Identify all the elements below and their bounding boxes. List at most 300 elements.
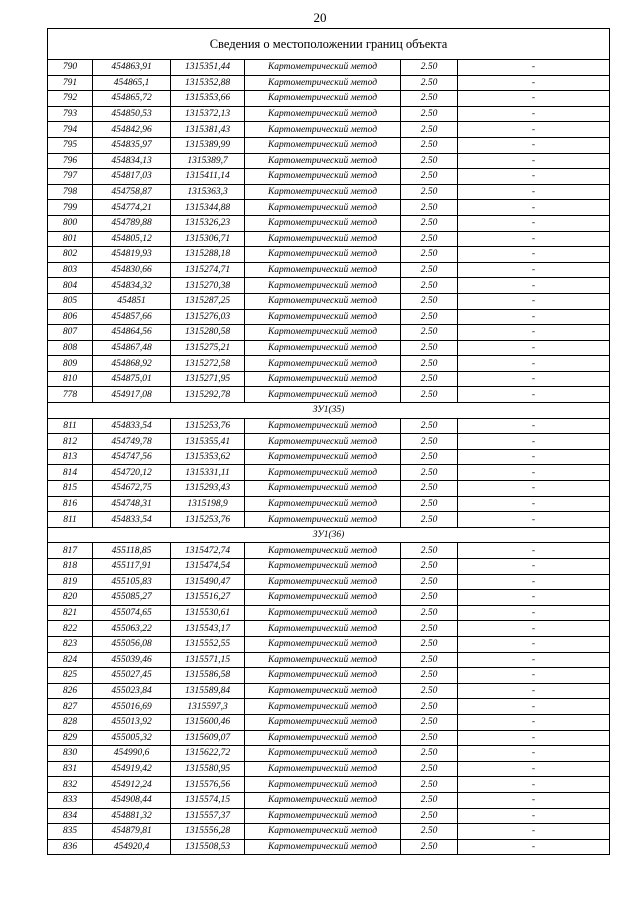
method-cell: Картометрический метод xyxy=(245,714,401,730)
x-coordinate-cell: 455016,69 xyxy=(93,699,171,715)
y-coordinate-cell: 1315508,53 xyxy=(171,839,245,855)
precision-cell: 2.50 xyxy=(401,309,458,325)
y-coordinate-cell: 1315530,61 xyxy=(171,605,245,621)
precision-cell: 2.50 xyxy=(401,75,458,91)
x-coordinate-cell: 454774,21 xyxy=(93,200,171,216)
x-coordinate-cell: 455117,91 xyxy=(93,559,171,575)
y-coordinate-cell: 1315571,15 xyxy=(171,652,245,668)
table-row xyxy=(48,137,610,153)
point-number-cell: 800 xyxy=(48,215,93,231)
method-cell: Картометрический метод xyxy=(245,91,401,107)
table-row xyxy=(48,683,610,699)
point-number-cell: 796 xyxy=(48,153,93,169)
point-number-cell: 822 xyxy=(48,621,93,637)
section-row xyxy=(48,527,610,543)
y-coordinate-cell: 1315490,47 xyxy=(171,574,245,590)
y-coordinate-cell: 1315574,15 xyxy=(171,792,245,808)
table-row xyxy=(48,621,610,637)
y-coordinate-cell: 1315600,46 xyxy=(171,714,245,730)
y-coordinate-cell: 1315351,44 xyxy=(171,60,245,76)
description-cell: - xyxy=(458,605,610,621)
page-number: 20 xyxy=(313,10,327,25)
method-cell: Картометрический метод xyxy=(245,278,401,294)
table-row xyxy=(48,200,610,216)
point-number-cell: 835 xyxy=(48,824,93,840)
point-number-cell: 811 xyxy=(48,418,93,434)
y-coordinate-cell: 1315552,55 xyxy=(171,636,245,652)
y-coordinate-cell: 1315271,95 xyxy=(171,371,245,387)
table-row xyxy=(48,839,610,855)
y-coordinate-cell: 1315274,71 xyxy=(171,262,245,278)
x-coordinate-cell: 454990,6 xyxy=(93,746,171,762)
boundary-table xyxy=(47,28,610,855)
y-coordinate-cell: 1315198,9 xyxy=(171,496,245,512)
precision-cell: 2.50 xyxy=(401,293,458,309)
description-cell: - xyxy=(458,262,610,278)
method-cell: Картометрический метод xyxy=(245,512,401,528)
description-cell: - xyxy=(458,621,610,637)
point-number-cell: 829 xyxy=(48,730,93,746)
x-coordinate-cell: 454805,12 xyxy=(93,231,171,247)
precision-cell: 2.50 xyxy=(401,465,458,481)
description-cell: - xyxy=(458,481,610,497)
description-cell: - xyxy=(458,200,610,216)
method-cell: Картометрический метод xyxy=(245,730,401,746)
table-row xyxy=(48,730,610,746)
precision-cell: 2.50 xyxy=(401,278,458,294)
x-coordinate-cell: 454842,96 xyxy=(93,122,171,138)
method-cell: Картометрический метод xyxy=(245,356,401,372)
point-number-cell: 833 xyxy=(48,792,93,808)
method-cell: Картометрический метод xyxy=(245,668,401,684)
method-cell: Картометрический метод xyxy=(245,761,401,777)
method-cell: Картометрический метод xyxy=(245,590,401,606)
point-number-cell: 823 xyxy=(48,636,93,652)
precision-cell: 2.50 xyxy=(401,106,458,122)
method-cell: Картометрический метод xyxy=(245,169,401,185)
table-row xyxy=(48,714,610,730)
table-row xyxy=(48,792,610,808)
method-cell: Картометрический метод xyxy=(245,683,401,699)
point-number-cell: 832 xyxy=(48,777,93,793)
y-coordinate-cell: 1315352,88 xyxy=(171,75,245,91)
description-cell: - xyxy=(458,169,610,185)
method-cell: Картометрический метод xyxy=(245,75,401,91)
table-row xyxy=(48,746,610,762)
x-coordinate-cell: 454830,66 xyxy=(93,262,171,278)
method-cell: Картометрический метод xyxy=(245,543,401,559)
y-coordinate-cell: 1315556,28 xyxy=(171,824,245,840)
table-row xyxy=(48,325,610,341)
x-coordinate-cell: 455056,08 xyxy=(93,636,171,652)
x-coordinate-cell: 454857,66 xyxy=(93,309,171,325)
description-cell: - xyxy=(458,808,610,824)
y-coordinate-cell: 1315381,43 xyxy=(171,122,245,138)
y-coordinate-cell: 1315609,07 xyxy=(171,730,245,746)
y-coordinate-cell: 1315331,11 xyxy=(171,465,245,481)
precision-cell: 2.50 xyxy=(401,605,458,621)
table-row xyxy=(48,293,610,309)
x-coordinate-cell: 454851 xyxy=(93,293,171,309)
method-cell: Картометрический метод xyxy=(245,636,401,652)
precision-cell: 2.50 xyxy=(401,231,458,247)
table-row xyxy=(48,808,610,824)
point-number-cell: 809 xyxy=(48,356,93,372)
y-coordinate-cell: 1315543,17 xyxy=(171,621,245,637)
table-row xyxy=(48,699,610,715)
precision-cell: 2.50 xyxy=(401,699,458,715)
x-coordinate-cell: 454834,13 xyxy=(93,153,171,169)
precision-cell: 2.50 xyxy=(401,262,458,278)
method-cell: Картометрический метод xyxy=(245,60,401,76)
x-coordinate-cell: 454865,1 xyxy=(93,75,171,91)
point-number-cell: 797 xyxy=(48,169,93,185)
point-number-cell: 801 xyxy=(48,231,93,247)
x-coordinate-cell: 454912,24 xyxy=(93,777,171,793)
x-coordinate-cell: 454835,97 xyxy=(93,137,171,153)
method-cell: Картометрический метод xyxy=(245,449,401,465)
precision-cell: 2.50 xyxy=(401,184,458,200)
table-row xyxy=(48,60,610,76)
precision-cell: 2.50 xyxy=(401,512,458,528)
description-cell: - xyxy=(458,91,610,107)
point-number-cell: 806 xyxy=(48,309,93,325)
precision-cell: 2.50 xyxy=(401,683,458,699)
description-cell: - xyxy=(458,371,610,387)
point-number-cell: 817 xyxy=(48,543,93,559)
table-row xyxy=(48,761,610,777)
section-title: ЗУ1(36) xyxy=(48,527,610,543)
precision-cell: 2.50 xyxy=(401,91,458,107)
x-coordinate-cell: 454863,91 xyxy=(93,60,171,76)
description-cell: - xyxy=(458,247,610,263)
method-cell: Картометрический метод xyxy=(245,215,401,231)
point-number-cell: 812 xyxy=(48,434,93,450)
description-cell: - xyxy=(458,293,610,309)
method-cell: Картометрический метод xyxy=(245,808,401,824)
x-coordinate-cell: 454864,56 xyxy=(93,325,171,341)
precision-cell: 2.50 xyxy=(401,387,458,403)
method-cell: Картометрический метод xyxy=(245,559,401,575)
precision-cell: 2.50 xyxy=(401,340,458,356)
point-number-cell: 836 xyxy=(48,839,93,855)
y-coordinate-cell: 1315275,21 xyxy=(171,340,245,356)
precision-cell: 2.50 xyxy=(401,325,458,341)
description-cell: - xyxy=(458,137,610,153)
method-cell: Картометрический метод xyxy=(245,496,401,512)
point-number-cell: 778 xyxy=(48,387,93,403)
x-coordinate-cell: 454748,31 xyxy=(93,496,171,512)
description-cell: - xyxy=(458,309,610,325)
description-cell: - xyxy=(458,325,610,341)
method-cell: Картометрический метод xyxy=(245,106,401,122)
y-coordinate-cell: 1315287,25 xyxy=(171,293,245,309)
precision-cell: 2.50 xyxy=(401,746,458,762)
point-number-cell: 819 xyxy=(48,574,93,590)
x-coordinate-cell: 454720,12 xyxy=(93,465,171,481)
y-coordinate-cell: 1315353,66 xyxy=(171,91,245,107)
description-cell: - xyxy=(458,839,610,855)
table-row xyxy=(48,75,610,91)
y-coordinate-cell: 1315253,76 xyxy=(171,418,245,434)
table-row xyxy=(48,153,610,169)
precision-cell: 2.50 xyxy=(401,449,458,465)
method-cell: Картометрический метод xyxy=(245,824,401,840)
table-row xyxy=(48,668,610,684)
table-row xyxy=(48,496,610,512)
point-number-cell: 811 xyxy=(48,512,93,528)
description-cell: - xyxy=(458,777,610,793)
x-coordinate-cell: 455118,85 xyxy=(93,543,171,559)
table-row xyxy=(48,91,610,107)
point-number-cell: 794 xyxy=(48,122,93,138)
table-title-row xyxy=(48,29,610,60)
point-number-cell: 825 xyxy=(48,668,93,684)
table-row xyxy=(48,122,610,138)
point-number-cell: 790 xyxy=(48,60,93,76)
table-body xyxy=(48,29,610,855)
table-row xyxy=(48,449,610,465)
precision-cell: 2.50 xyxy=(401,808,458,824)
point-number-cell: 808 xyxy=(48,340,93,356)
description-cell: - xyxy=(458,356,610,372)
precision-cell: 2.50 xyxy=(401,714,458,730)
precision-cell: 2.50 xyxy=(401,215,458,231)
description-cell: - xyxy=(458,496,610,512)
description-cell: - xyxy=(458,746,610,762)
table-row xyxy=(48,278,610,294)
precision-cell: 2.50 xyxy=(401,590,458,606)
precision-cell: 2.50 xyxy=(401,356,458,372)
x-coordinate-cell: 454867,48 xyxy=(93,340,171,356)
description-cell: - xyxy=(458,590,610,606)
precision-cell: 2.50 xyxy=(401,792,458,808)
description-cell: - xyxy=(458,75,610,91)
x-coordinate-cell: 455105,83 xyxy=(93,574,171,590)
x-coordinate-cell: 454850,53 xyxy=(93,106,171,122)
x-coordinate-cell: 455013,92 xyxy=(93,714,171,730)
precision-cell: 2.50 xyxy=(401,824,458,840)
point-number-cell: 810 xyxy=(48,371,93,387)
method-cell: Картометрический метод xyxy=(245,652,401,668)
table-row xyxy=(48,184,610,200)
method-cell: Картометрический метод xyxy=(245,387,401,403)
description-cell: - xyxy=(458,792,610,808)
method-cell: Картометрический метод xyxy=(245,293,401,309)
point-number-cell: 795 xyxy=(48,137,93,153)
table-row xyxy=(48,356,610,372)
y-coordinate-cell: 1315326,23 xyxy=(171,215,245,231)
point-number-cell: 807 xyxy=(48,325,93,341)
x-coordinate-cell: 455005,32 xyxy=(93,730,171,746)
point-number-cell: 815 xyxy=(48,481,93,497)
point-number-cell: 799 xyxy=(48,200,93,216)
method-cell: Картометрический метод xyxy=(245,465,401,481)
method-cell: Картометрический метод xyxy=(245,309,401,325)
point-number-cell: 793 xyxy=(48,106,93,122)
precision-cell: 2.50 xyxy=(401,122,458,138)
y-coordinate-cell: 1315580,95 xyxy=(171,761,245,777)
y-coordinate-cell: 1315270,38 xyxy=(171,278,245,294)
table-row xyxy=(48,262,610,278)
point-number-cell: 828 xyxy=(48,714,93,730)
description-cell: - xyxy=(458,559,610,575)
method-cell: Картометрический метод xyxy=(245,481,401,497)
point-number-cell: 824 xyxy=(48,652,93,668)
point-number-cell: 792 xyxy=(48,91,93,107)
table-row xyxy=(48,387,610,403)
x-coordinate-cell: 455039,46 xyxy=(93,652,171,668)
point-number-cell: 802 xyxy=(48,247,93,263)
point-number-cell: 830 xyxy=(48,746,93,762)
description-cell: - xyxy=(458,714,610,730)
y-coordinate-cell: 1315622,72 xyxy=(171,746,245,762)
x-coordinate-cell: 455023,84 xyxy=(93,683,171,699)
description-cell: - xyxy=(458,418,610,434)
table-row xyxy=(48,434,610,450)
x-coordinate-cell: 454749,78 xyxy=(93,434,171,450)
method-cell: Картометрический метод xyxy=(245,340,401,356)
x-coordinate-cell: 454833,54 xyxy=(93,512,171,528)
point-number-cell: 804 xyxy=(48,278,93,294)
table-row xyxy=(48,824,610,840)
table-row xyxy=(48,574,610,590)
y-coordinate-cell: 1315292,78 xyxy=(171,387,245,403)
x-coordinate-cell: 454868,92 xyxy=(93,356,171,372)
description-cell: - xyxy=(458,278,610,294)
x-coordinate-cell: 455027,45 xyxy=(93,668,171,684)
description-cell: - xyxy=(458,636,610,652)
y-coordinate-cell: 1315372,13 xyxy=(171,106,245,122)
y-coordinate-cell: 1315355,41 xyxy=(171,434,245,450)
y-coordinate-cell: 1315589,84 xyxy=(171,683,245,699)
y-coordinate-cell: 1315597,3 xyxy=(171,699,245,715)
method-cell: Картометрический метод xyxy=(245,137,401,153)
description-cell: - xyxy=(458,106,610,122)
description-cell: - xyxy=(458,730,610,746)
x-coordinate-cell: 454758,87 xyxy=(93,184,171,200)
description-cell: - xyxy=(458,683,610,699)
method-cell: Картометрический метод xyxy=(245,434,401,450)
precision-cell: 2.50 xyxy=(401,652,458,668)
table-row xyxy=(48,636,610,652)
y-coordinate-cell: 1315288,18 xyxy=(171,247,245,263)
table-row xyxy=(48,590,610,606)
y-coordinate-cell: 1315280,58 xyxy=(171,325,245,341)
precision-cell: 2.50 xyxy=(401,621,458,637)
x-coordinate-cell: 455085,27 xyxy=(93,590,171,606)
method-cell: Картометрический метод xyxy=(245,792,401,808)
method-cell: Картометрический метод xyxy=(245,574,401,590)
method-cell: Картометрический метод xyxy=(245,777,401,793)
y-coordinate-cell: 1315293,43 xyxy=(171,481,245,497)
precision-cell: 2.50 xyxy=(401,543,458,559)
description-cell: - xyxy=(458,231,610,247)
precision-cell: 2.50 xyxy=(401,200,458,216)
x-coordinate-cell: 454672,75 xyxy=(93,481,171,497)
point-number-cell: 820 xyxy=(48,590,93,606)
y-coordinate-cell: 1315411,14 xyxy=(171,169,245,185)
table-row xyxy=(48,777,610,793)
table-row xyxy=(48,418,610,434)
precision-cell: 2.50 xyxy=(401,574,458,590)
precision-cell: 2.50 xyxy=(401,496,458,512)
y-coordinate-cell: 1315306,71 xyxy=(171,231,245,247)
x-coordinate-cell: 454819,93 xyxy=(93,247,171,263)
table-row xyxy=(48,247,610,263)
point-number-cell: 821 xyxy=(48,605,93,621)
description-cell: - xyxy=(458,512,610,528)
x-coordinate-cell: 454879,81 xyxy=(93,824,171,840)
point-number-cell: 818 xyxy=(48,559,93,575)
method-cell: Картометрический метод xyxy=(245,247,401,263)
point-number-cell: 831 xyxy=(48,761,93,777)
y-coordinate-cell: 1315389,7 xyxy=(171,153,245,169)
description-cell: - xyxy=(458,465,610,481)
section-title: ЗУ1(35) xyxy=(48,403,610,419)
method-cell: Картометрический метод xyxy=(245,746,401,762)
table-row xyxy=(48,465,610,481)
precision-cell: 2.50 xyxy=(401,668,458,684)
method-cell: Картометрический метод xyxy=(245,325,401,341)
method-cell: Картометрический метод xyxy=(245,231,401,247)
table-row xyxy=(48,605,610,621)
x-coordinate-cell: 455074,65 xyxy=(93,605,171,621)
x-coordinate-cell: 454917,08 xyxy=(93,387,171,403)
point-number-cell: 826 xyxy=(48,683,93,699)
method-cell: Картометрический метод xyxy=(245,262,401,278)
x-coordinate-cell: 454747,56 xyxy=(93,449,171,465)
table-row xyxy=(48,106,610,122)
point-number-cell: 834 xyxy=(48,808,93,824)
y-coordinate-cell: 1315586,58 xyxy=(171,668,245,684)
table-row xyxy=(48,481,610,497)
table-row xyxy=(48,340,610,356)
y-coordinate-cell: 1315344,88 xyxy=(171,200,245,216)
method-cell: Картометрический метод xyxy=(245,605,401,621)
x-coordinate-cell: 454834,32 xyxy=(93,278,171,294)
precision-cell: 2.50 xyxy=(401,60,458,76)
y-coordinate-cell: 1315389,99 xyxy=(171,137,245,153)
description-cell: - xyxy=(458,184,610,200)
precision-cell: 2.50 xyxy=(401,371,458,387)
x-coordinate-cell: 454817,03 xyxy=(93,169,171,185)
precision-cell: 2.50 xyxy=(401,434,458,450)
y-coordinate-cell: 1315557,37 xyxy=(171,808,245,824)
x-coordinate-cell: 454875,01 xyxy=(93,371,171,387)
method-cell: Картометрический метод xyxy=(245,621,401,637)
y-coordinate-cell: 1315576,56 xyxy=(171,777,245,793)
precision-cell: 2.50 xyxy=(401,481,458,497)
method-cell: Картометрический метод xyxy=(245,122,401,138)
method-cell: Картометрический метод xyxy=(245,153,401,169)
x-coordinate-cell: 454865,72 xyxy=(93,91,171,107)
x-coordinate-cell: 454908,44 xyxy=(93,792,171,808)
method-cell: Картометрический метод xyxy=(245,418,401,434)
point-number-cell: 813 xyxy=(48,449,93,465)
precision-cell: 2.50 xyxy=(401,761,458,777)
table-row xyxy=(48,169,610,185)
table-title: Сведения о местоположении границ объекта xyxy=(48,29,610,60)
table-row xyxy=(48,371,610,387)
method-cell: Картометрический метод xyxy=(245,371,401,387)
y-coordinate-cell: 1315253,76 xyxy=(171,512,245,528)
precision-cell: 2.50 xyxy=(401,137,458,153)
description-cell: - xyxy=(458,153,610,169)
point-number-cell: 816 xyxy=(48,496,93,512)
description-cell: - xyxy=(458,668,610,684)
x-coordinate-cell: 454881,32 xyxy=(93,808,171,824)
